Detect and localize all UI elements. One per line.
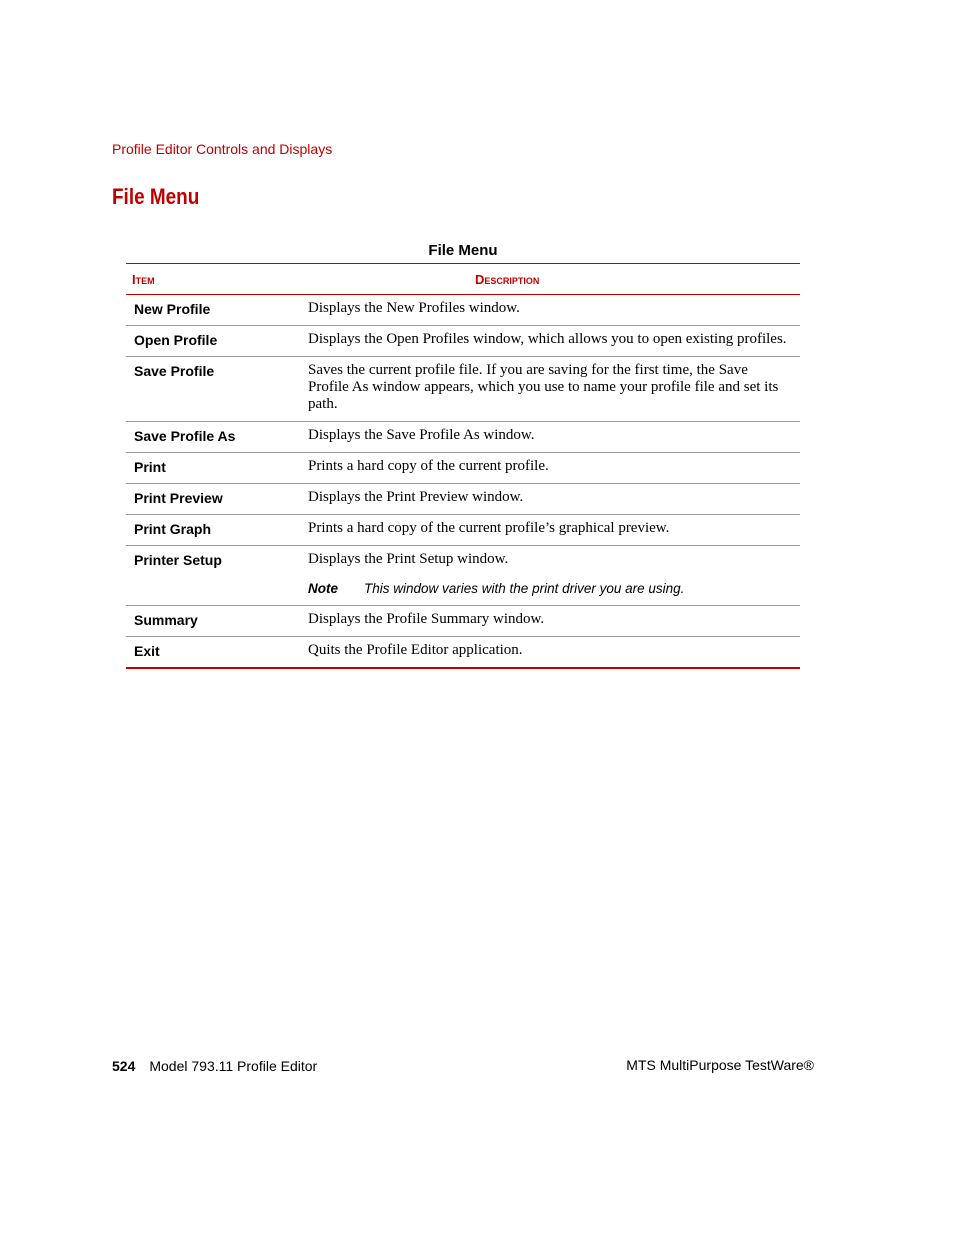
- item-cell: Save Profile: [126, 357, 300, 422]
- table-row: [126, 326, 800, 357]
- page-title: File Menu: [112, 184, 200, 209]
- footer-left: [112, 1058, 317, 1074]
- item-cell: Open Profile: [126, 326, 300, 357]
- description-cell: [300, 546, 800, 606]
- file-menu-table: [126, 263, 800, 669]
- page-number: 524: [112, 1058, 136, 1074]
- table-header-row: [126, 264, 800, 295]
- item-cell: Summary: [126, 606, 300, 637]
- item-cell: Print Graph: [126, 515, 300, 546]
- description-cell: Prints a hard copy of the current profile’s graphical preview.: [300, 515, 800, 546]
- table-caption: File Menu: [428, 242, 498, 259]
- table-row: [126, 546, 800, 606]
- item-cell: Printer Setup: [126, 546, 300, 606]
- document-title: Model 793.11 Profile Editor: [149, 1058, 318, 1074]
- description-cell: Saves the current profile file. If you are saving for the first time, the Save Profile As window appears, which you use to name your profile file and set its path.: [300, 357, 800, 422]
- description-cell: Displays the Profile Summary window.: [300, 606, 800, 637]
- item-cell: Save Profile As: [126, 422, 300, 453]
- table-row: [126, 515, 800, 546]
- product-name: MTS MultiPurpose TestWare®: [626, 1057, 814, 1073]
- table-row: [126, 484, 800, 515]
- note-label: Note: [308, 581, 338, 596]
- item-cell: Exit: [134, 643, 160, 659]
- breadcrumb: Profile Editor Controls and Displays: [112, 141, 333, 157]
- item-cell: Print Preview: [126, 484, 300, 515]
- item-cell: New Profile: [126, 295, 300, 326]
- table-row: [126, 422, 800, 453]
- column-header-item: Item: [126, 264, 300, 295]
- description-cell: Prints a hard copy of the current profile.: [300, 453, 800, 484]
- table-row: [126, 637, 800, 669]
- table-row: [126, 606, 800, 637]
- description-cell: Displays the Save Profile As window.: [300, 422, 800, 453]
- description-cell: Quits the Profile Editor application.: [308, 642, 523, 658]
- note: [308, 580, 790, 597]
- column-header-description: Description: [300, 264, 800, 295]
- description-cell: Displays the Print Preview window.: [300, 484, 800, 515]
- description-cell: Displays the Open Profiles window, which allows you to open existing profiles.: [300, 326, 800, 357]
- note-text: This window varies with the print driver you are using.: [364, 581, 685, 596]
- table-row: [126, 295, 800, 326]
- table-row: [126, 453, 800, 484]
- description-cell: Displays the New Profiles window.: [300, 295, 800, 326]
- table-row: [126, 357, 800, 422]
- description-text: Displays the Print Setup window.: [308, 551, 509, 567]
- item-cell: Print: [126, 453, 300, 484]
